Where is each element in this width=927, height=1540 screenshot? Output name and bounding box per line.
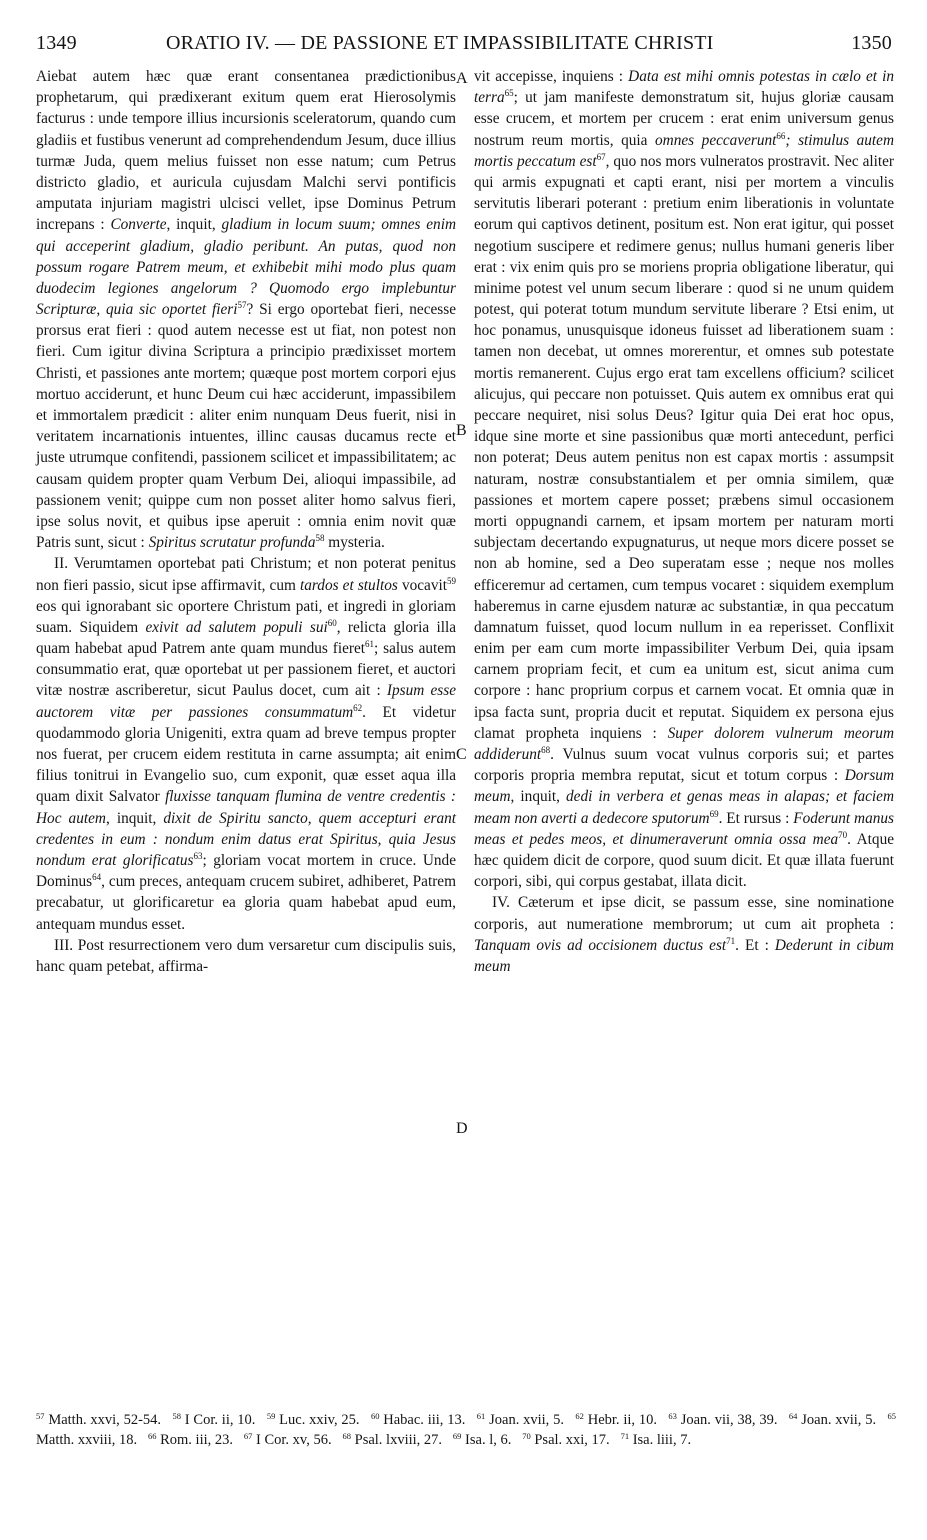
footnote: $^{70}$ Psal. xxi, 17. xyxy=(522,1431,610,1448)
footnote: $^{57}$ Matth. xxvi, 52-54. xyxy=(36,1411,162,1428)
paragraph-3: III. Post resurrectionem vero dum versaretur cum discipulis suis, hanc quam petebat, affirma- xyxy=(36,936,456,975)
footnote: $^{71}$ Isa. liii, 7. xyxy=(620,1431,692,1448)
footnote-ref: 70 xyxy=(838,829,848,840)
footnote-ref: 67 xyxy=(596,151,606,162)
paragraph-2: II. Verumtamen oportebat pati Christum; et non poterat penitus non fieri passio, sicut ipse affirmavit, cum tardos et stultos vocavit$^{59}$ eos qui ignorabant sic oportere Christum pati, et ingredi in gloriam suam. Siquidem exivit ad salutem populi sui$^{60}$, relicta gloria illa quam habebat apud Patrem ante quam mundus fieret$^{61}$; salus autem consummatio erat, quæ oportebat ut per passionem fieret, et auctori vitæ nostræ ascriberetur, sicut Paulus docet, cum ait : Ipsum esse auctorem vitæ per passiones consummatum$^{62}$. Et videtur quodammodo gloria Unigeniti, extra quam ad breve tempus propter nos fuerat, per crucem eidem restituta in carne assumpta; ait enim filius tonitrui in Evangelio suo, cum exponit, quæ esset aqua illa quam dixit Salvator fluxisse tanquam flumina de ventre credentis : Hoc autem, inquit, dixit de Spiritu sancto, quem accepturi erant credentes in eum : nondum enim datus erat Spiritus, quia Jesus nondum erat glorificatus$^{63}$; gloriam vocat mortem in cruce. Unde Dominus$^{64}$, cum preces, antequam crucem subiret, adhiberet, Patrem precabatur, ut glorificaretur ea gloria quam habebat apud eum, antequam mundus esset. xyxy=(36,555,457,933)
footnote-ref: 60 xyxy=(327,617,337,628)
footnotes xyxy=(36,1410,896,1450)
footnote: $^{62}$ Hebr. ii, 10. xyxy=(575,1411,657,1428)
footnote-ref: 59 xyxy=(446,575,456,586)
footnote: $^{68}$ Psal. lxviii, 27. xyxy=(342,1431,443,1448)
footnote: $^{61}$ Joan. xvii, 5. xyxy=(476,1411,564,1428)
footnote: $^{64}$ Joan. xvii, 5. xyxy=(788,1411,877,1428)
paragraph-2: IV. Cæterum et ipse dicit, se passum esse, sine nominatione corporis, aut numeratione membrorum; ut cum ait propheta : Tanquam ovis ad occisionem ductus est$^{71}$. Et : Dederunt in cibum meum xyxy=(474,894,894,975)
footnote-ref: 71 xyxy=(726,935,736,946)
footnote: $^{60}$ Habac. iii, 13. xyxy=(370,1411,466,1428)
footnote: $^{59}$ Luc. xxiv, 25. xyxy=(266,1411,360,1428)
paragraph-1: vit accepisse, inquiens : Data est mihi omnis potestas in cælo et in terra$^{65}$; ut jam manifeste demonstratum sit, hujus gloriæ causam esse crucem, et mortem per crucem : erat enim universum genus nostrum reum mortis, quia omnes peccaverunt$^{66}$; stimulus autem mortis peccatum est$^{67}$, quo nos mors vulneratos prostravit. Nec aliter qui armis expugnati et capti erant, nisi per mortem a vinculis servitutis liberari poterant : pretium enim liberationis in voluntate eorum qui captivos detinent, positum est. Non erat igitur, qui posset negotium suscipere et redimere genus; nullus humani generis liber erat : vix enim quis pro se moriens propria obligatione liberatur, qui minime potest vel unum secum liberare : quod si ne unum quidem potest, qui poterat totum mundum servitute liberare ? Etsi enim, ut hoc ponamus, unusquisque idoneus fuisset ad liberationem suam : tamen non decebat, ut omnes morerentur, et omnes sub potestate mortis remanerent. Cujus ergo erat tam excellens officium? scilicet alicujus, qui peccare non potuisset. Quis autem ex omnibus erat qui peccare nequiret, nisi solus Deus? Igitur quia Dei erat hoc opus, idque sine morte et sine passionibus quæ morti antecedunt, perfici non poterat; Deus autem penitus non est capax mortis : assumpsit naturam, nostræ consubstantialem et per omnia similem, quæ passiones et mortem capere posset; præbens simul occasionem morti oppugnandi carnem, et ipsam mortem per naturam morti subjectam decertando expugnaturus, ut neque mors dicere posset se non ab homine, sed a Deo superatam esse ; neque nos molles efficeremur ad certamen, cum tempus vocaret : siquidem exemplum haberemus in carne ejusdem naturæ ac substantiæ, in qua peccatum damnatum fuisset, quod locum nullum in ea reperisset. Conflixit enim per eam cum morte impassibiliter Verbum Dei, quia ipsam carnem propriam fecit, et cum ea unitum est, sicut anima cum corpore : hanc proprium corpus et carnem vocat. Et omnia quæ in ipsa facta sunt, propria ducit et reputat. Siquidem ex persona ejus clamat propheta inquiens : Super dolorem vulnerum meorum addiderunt$^{68}$. Vulnus suum vocat vulnus corporis sui; et partes corporis propria membra reputat, sicut et totum corpus : Dorsum meum, inquit, dedi in verbera et genas meas in alapas; et faciem meam non averti a dedecore sputorum$^{69}$. Et rursus : Foderunt manus meas et pedes meos, et dinumeraverunt omnia ossa mea$^{70}$. Atque hæc quidem dicit de corpore, quod suum dicit. Et quæ illata fuerunt corpori, sibi, qui corpus gestabat, illata dicit. xyxy=(474,68,895,891)
running-title: ORATIO IV. — DE PASSIONE ET IMPASSIBILITATE CHRISTI xyxy=(166,32,714,54)
left-column xyxy=(36,66,456,977)
margin-letter-d: D xyxy=(456,1120,468,1137)
footnote: $^{67}$ I Cor. xv, 56. xyxy=(243,1431,332,1448)
footnote-ref: 65 xyxy=(504,88,514,99)
footnote: $^{58}$ I Cor. ii, 10. xyxy=(172,1411,256,1428)
page-number-left: 1349 xyxy=(36,32,77,54)
right-column xyxy=(474,66,894,977)
footnote-ref: 62 xyxy=(353,702,363,713)
footnote-ref: 63 xyxy=(193,850,203,861)
footnote: $^{69}$ Isa. l, 6. xyxy=(452,1431,512,1448)
footnote-ref: 61 xyxy=(365,639,374,650)
footnote: $^{66}$ Rom. iii, 23. xyxy=(147,1431,234,1448)
page-number-right: 1350 xyxy=(851,32,892,54)
page-header xyxy=(36,32,892,62)
footnote: $^{63}$ Joan. vii, 38, 39. xyxy=(668,1411,778,1428)
footnote-ref: 57 xyxy=(237,300,247,311)
margin-letter-b: B xyxy=(456,422,467,439)
footnote-ref: 68 xyxy=(541,745,551,755)
paragraph-1: Aiebat autem hæc quæ erant consentanea prædictionibus prophetarum, qui prædixerant exitum quem erat Hierosolymis facturus : unde tempore illius incursionis sceleratorum, quando cum gladiis et fustibus venerunt ad comprehendendum Jesum, duce illius turmæ Juda, quem melius fuisset non esse natum; cum Petrus districto gladio, et auricula cujusdam Malchi servi pontificis amputata injuriam magistri ulcisci vellet, ipse Dominus Petrum increpans : Converte, inquit, gladium in locum suum; omnes enim qui acceperint gladium, gladio peribunt. An putas, quod non possum rogare Patrem meum, et exhibebit mihi modo plus quam duodecim legiones angelorum ? Quomodo ergo implebuntur Scripturæ, quia sic oportet fieri$^{57}$? Si ergo oportebat fieri, necesse prorsus erat fieri : quod autem necesse est ut fiat, non potest non fieri. Cum igitur divina Scriptura a principio prædixisset mortem Christi, et passiones ante mortem; quæque post mortem corpori ejus mortuo acciderunt, et hunc Deum cui hæc acciderunt, impassibilem et immortalem prædicit : aliter enim nunquam Deus fuerit, nisi in veritatem incarnationis intuentes, illinc causas ducamus recte et juste utrumque confitendi, passionem scilicet et impassibilitatem; ac causam quidem propter quam Verbum Dei, alioqui impassibile, ad passionem venit; quippe cum non posset aliter homo salvus fieri, ipse solus novit, et quibus ipse aperuit : omnia enim novit quæ Patris sunt, sicut : Spiritus scrutatur profunda$^{58}$ mysteria. xyxy=(36,68,456,552)
margin-letter-a: A xyxy=(456,70,468,87)
footnote-ref: 64 xyxy=(92,872,102,883)
footnote: $^{65}$ Matth. xxviii, 18. xyxy=(36,1411,897,1448)
footnote-ref: 66 xyxy=(776,130,786,141)
margin-letter-c: C xyxy=(456,746,467,763)
footnote-ref: 58 xyxy=(315,533,325,544)
footnote-ref: 69 xyxy=(709,808,719,819)
